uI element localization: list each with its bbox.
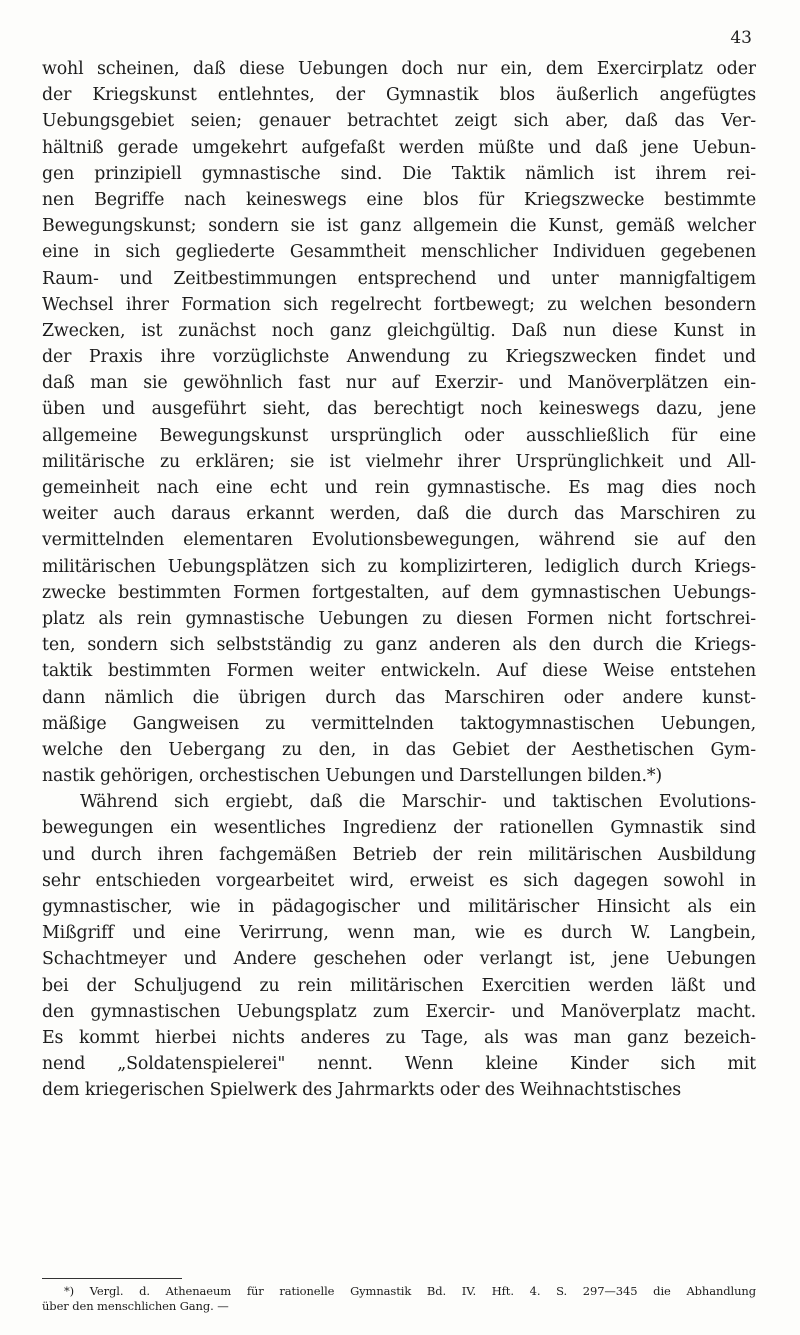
text-line: gen prinzipiell gymnastische sind. Die Taktik nämlich ist ihrem rei- — [42, 163, 756, 184]
text-line: Schachtmeyer und Andere geschehen oder verlangt ist, jene Uebungen — [42, 949, 756, 970]
text-line: mäßige Gangweisen zu vermittelnden taktogymnastischen Uebungen, — [42, 713, 756, 734]
footnote-divider — [42, 1278, 182, 1279]
text-line: eine in sich gegliederte Gesammtheit menschlicher Individuen gegebenen — [42, 242, 756, 263]
text-line: vermittelnden elementaren Evolutionsbewegungen, während sie auf den — [42, 530, 756, 551]
text-line: militärischen Uebungsplätzen sich zu komplizirteren, lediglich durch Kriegs- — [42, 556, 756, 577]
text-line: den gymnastischen Uebungsplatz zum Exercir- und Manöverplatz macht. — [42, 1001, 756, 1022]
text-line: bewegungen ein wesentliches Ingredienz der rationellen Gymnastik sind — [42, 818, 756, 839]
text-line: militärische zu erklären; sie ist vielmehr ihrer Ursprünglichkeit und All- — [42, 451, 756, 472]
text-line: Es kommt hierbei nichts anderes zu Tage, als was man ganz bezeich- — [42, 1027, 756, 1048]
text-line: Bewegungskunst; sondern sie ist ganz allgemein die Kunst, gemäß welcher — [42, 216, 756, 237]
footnote-line: *) Vergl. d. Athenaeum für rationelle Gymnastik Bd. IV. Hft. 4. S. 297—345 die Abhandlung — [64, 1284, 756, 1298]
text-line: Mißgriff und eine Verirrung, wenn man, wie es durch W. Langbein, — [42, 923, 756, 944]
footnote — [42, 1284, 756, 1314]
text-line: dann nämlich die übrigen durch das Marschiren oder andere kunst- — [42, 687, 756, 708]
text-line: ten, sondern sich selbstständig zu ganz anderen als den durch die Kriegs- — [42, 635, 756, 656]
text-line: dem kriegerischen Spielwerk des Jahrmarkts oder des Weihnachtstisches — [42, 1080, 682, 1101]
text-line: allgemeine Bewegungskunst ursprünglich oder ausschließlich für eine — [42, 425, 756, 446]
text-line: bei der Schuljugend zu rein militärischen Exercitien werden läßt und — [42, 975, 756, 996]
text-line: daß man sie gewöhnlich fast nur auf Exerzir- und Manöverplätzen ein- — [42, 373, 756, 394]
text-line: der Praxis ihre vorzüglichste Anwendung zu Kriegszwecken findet und — [42, 347, 756, 368]
text-line: nen Begriffe nach keineswegs eine blos für Kriegszwecke bestimmte — [42, 189, 756, 210]
text-line: sehr entschieden vorgearbeitet wird, erweist es sich dagegen sowohl in — [42, 870, 756, 891]
text-line: hältniß gerade umgekehrt aufgefaßt werden müßte und daß jene Uebun- — [42, 137, 756, 158]
text-line: der Kriegskunst entlehntes, der Gymnastik blos äußerlich angefügtes — [42, 85, 756, 106]
text-line: nend „Soldatenspielerei" nennt. Wenn kleine Kinder sich mit — [42, 1054, 756, 1075]
text-line: Wechsel ihrer Formation sich regelrecht fortbewegt; zu welchen besondern — [42, 294, 756, 315]
footnote-line: über den menschlichen Gang. — — [42, 1299, 229, 1313]
text-line: taktik bestimmten Formen weiter entwickeln. Auf diese Weise entstehen — [42, 661, 756, 682]
text-line: zwecke bestimmten Formen fortgestalten, auf dem gymnastischen Uebungs- — [42, 582, 756, 603]
text-line: Zwecken, ist zunächst noch ganz gleichgültig. Daß nun diese Kunst in — [42, 320, 756, 341]
text-line: gemeinheit nach eine echt und rein gymnastische. Es mag dies noch — [42, 478, 756, 498]
text-line: nastik gehörigen, orchestischen Uebungen und Darstellungen bilden.*) — [42, 766, 663, 787]
text-line: Raum- und Zeitbestimmungen entsprechend und unter mannigfaltigem — [42, 268, 756, 289]
text-line: wohl scheinen, daß diese Uebungen doch nur ein, dem Exercirplatz oder — [42, 59, 756, 79]
text-line: Während sich ergiebt, daß die Marschir- und taktischen Evolutions- — [80, 792, 756, 813]
text-line: weiter auch daraus erkannt werden, daß die durch das Marschiren zu — [42, 504, 756, 525]
text-line: und durch ihren fachgemäßen Betrieb der rein militärischen Ausbildung — [42, 844, 756, 865]
text-line: üben und ausgeführt sieht, das berechtigt noch keineswegs dazu, jene — [42, 399, 756, 420]
text-line: welche den Uebergang zu den, in das Gebiet der Aesthetischen Gym- — [42, 739, 756, 760]
page-number: 43 — [730, 28, 752, 48]
text-line: platz als rein gymnastische Uebungen zu diesen Formen nicht fortschrei- — [42, 608, 756, 629]
body-text — [42, 56, 756, 1104]
text-line: Uebungsgebiet seien; genauer betrachtet zeigt sich aber, daß das Ver- — [42, 111, 756, 132]
text-line: gymnastischer, wie in pädagogischer und militärischer Hinsicht als ein — [42, 897, 756, 917]
